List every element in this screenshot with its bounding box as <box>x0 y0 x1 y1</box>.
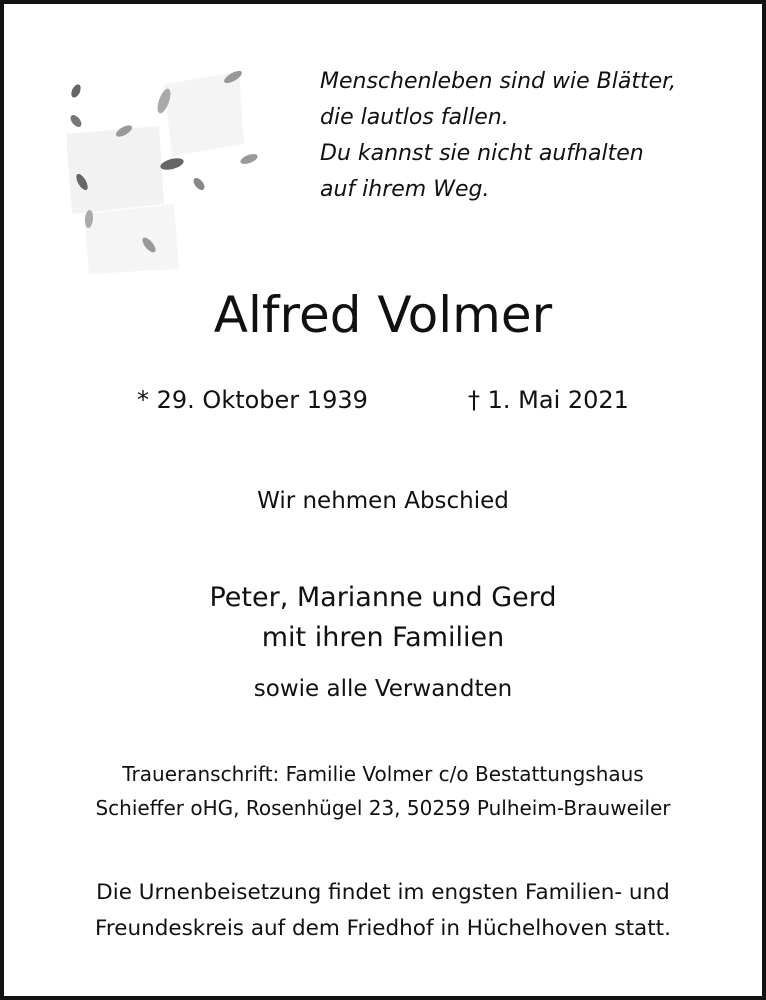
mourning-address-line: Schieffer oHG, Rosenhügel 23, 50259 Pulheim-Brauweiler <box>95 796 671 820</box>
relatives-line: sowie alle Verwandten <box>253 676 513 702</box>
birth-date: * 29. Oktober 1939 <box>137 386 368 414</box>
mourners-line: Peter, Marianne und Gerd <box>209 582 557 613</box>
mourning-address-line: Traueranschrift: Familie Volmer c/o Bestattungshaus <box>122 762 644 786</box>
poem-line: die lautlos fallen. <box>320 105 509 130</box>
deceased-name: Alfred Volmer <box>213 286 553 344</box>
falling-leaves-icon <box>64 64 274 274</box>
poem-line: Menschenleben sind wie Blätter, <box>320 69 677 94</box>
poem-line: Du kannst sie nicht aufhalten <box>320 141 644 166</box>
death-date: † 1. Mai 2021 <box>468 386 629 414</box>
farewell-text: Wir nehmen Abschied <box>257 488 509 514</box>
burial-notice-line: Die Urnenbeisetzung findet im engsten Familien- und <box>96 880 670 905</box>
burial-notice-line: Freundeskreis auf dem Friedhof in Hüchelhoven statt. <box>95 916 671 941</box>
mourners-line: mit ihren Familien <box>261 622 505 653</box>
poem <box>320 64 740 208</box>
poem-line: auf ihrem Weg. <box>320 177 490 202</box>
